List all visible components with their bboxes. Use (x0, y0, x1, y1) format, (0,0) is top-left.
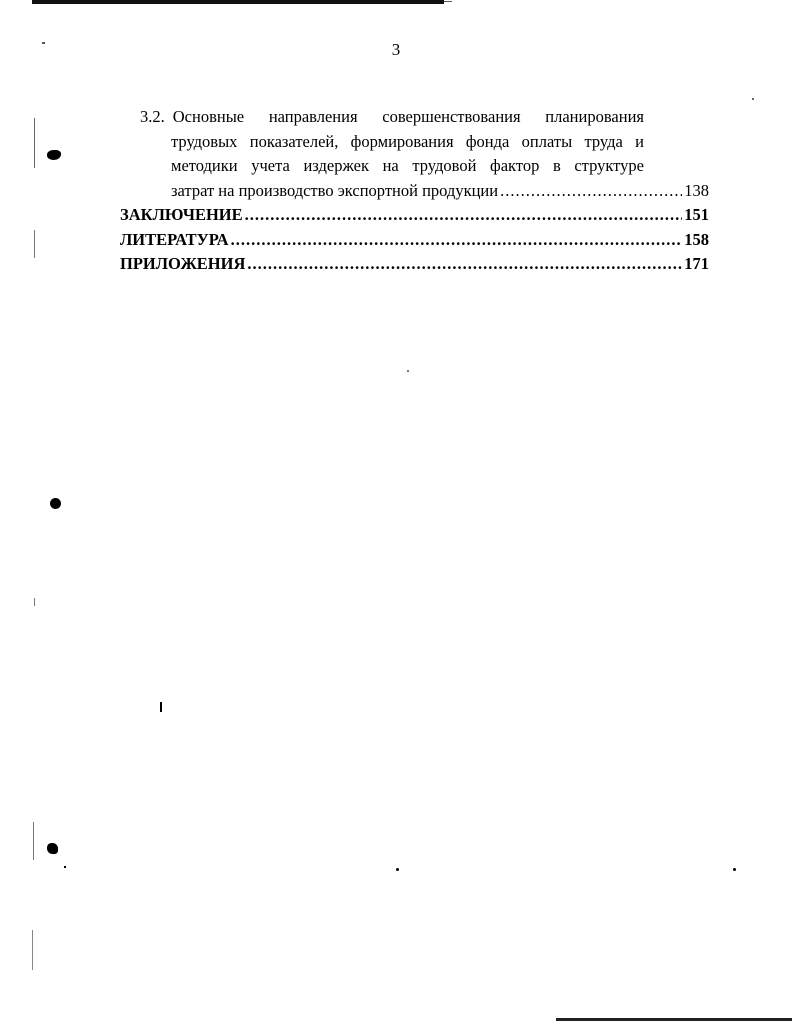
toc-subsection-line-2: трудовых показателей, формирования фонда оплаты труда и (171, 131, 644, 151)
scan-edge-top (32, 0, 444, 4)
speck-mark (42, 42, 45, 44)
toc-entry-page: 158 (684, 229, 709, 249)
speck-mark (160, 702, 162, 712)
binder-hole-mark (47, 150, 61, 160)
margin-line-mark (33, 822, 34, 860)
speck-mark (407, 370, 409, 372)
toc-entry-title: ПРИЛОЖЕНИЯ (120, 254, 246, 273)
margin-line-mark (34, 118, 35, 168)
toc-entry-literature (120, 228, 709, 253)
margin-line-mark (32, 930, 33, 970)
binder-hole-mark (50, 498, 61, 509)
speck-mark (733, 868, 736, 871)
toc-subsection-text-4: затрат на производство экспортной продукции (171, 180, 499, 200)
toc-entry-title: ЛИТЕРАТУРА (120, 229, 229, 249)
speck-mark (34, 598, 35, 606)
toc-subsection-line-3: методики учета издержек на трудовой фактор в структуре (171, 156, 644, 175)
toc-entry-page: 171 (684, 254, 709, 273)
scan-edge-bottom (556, 1018, 792, 1021)
toc-dot-leader (500, 179, 682, 204)
toc-subsection-page: 138 (684, 180, 709, 200)
toc-dot-leader (231, 228, 683, 253)
toc-subsection-line-4 (120, 179, 709, 204)
speck-mark (64, 866, 66, 868)
toc-entry-appendices (120, 252, 709, 277)
scan-edge-top-thin (444, 1, 452, 2)
binder-hole-mark (47, 843, 58, 854)
toc-entry-conclusion (120, 203, 709, 228)
margin-line-mark (34, 230, 35, 258)
page-number: 3 (391, 40, 401, 59)
toc-subsection-3-2 (120, 105, 709, 203)
table-of-contents (120, 105, 709, 277)
toc-subsection-text-1: Основные направления совершенствования планирования (172, 107, 644, 126)
toc-entry-title: ЗАКЛЮЧЕНИЕ (120, 205, 243, 224)
toc-dot-leader (247, 252, 682, 277)
toc-entry-page: 151 (684, 205, 709, 224)
toc-dot-leader (245, 203, 683, 228)
toc-subsection-number: 3.2. (140, 107, 165, 126)
speck-mark (396, 868, 399, 871)
toc-subsection-line-1 (120, 105, 644, 130)
speck-mark (752, 98, 754, 100)
